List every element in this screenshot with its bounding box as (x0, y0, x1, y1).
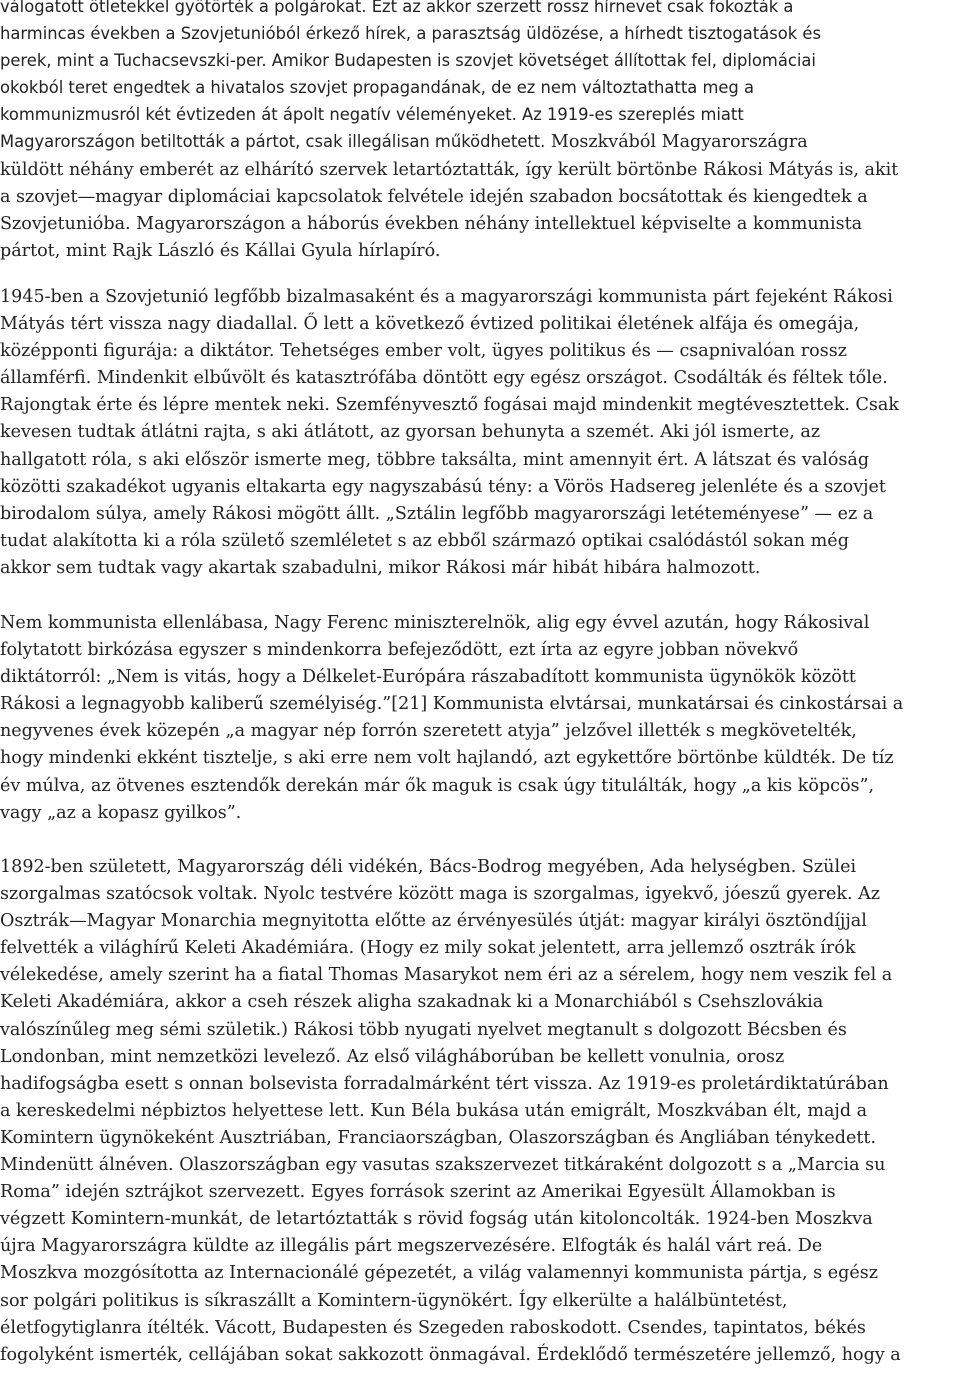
text-line (0, 554, 957, 581)
text-line (0, 1016, 957, 1043)
text-segment: tudat alakította ki a róla születő szemléletet s az ebből származó optikai csalódástól sokan még (0, 530, 849, 551)
text-segment: hadifogságba esett s onnan bolsevista forradalmárként tért vissza. Az 1919-es proletárdiktatúrában (0, 1073, 889, 1094)
text-segment: Osztrák—Magyar Monarchia megnyitotta előtte az érvényesülés útját: magyar királyi ösztöndíjjal (0, 911, 867, 932)
text-line (0, 210, 957, 237)
text-line (0, 364, 957, 391)
text-line (0, 1070, 957, 1097)
text-line (0, 1043, 957, 1070)
paragraph-2 (0, 283, 960, 581)
text-line (0, 74, 957, 101)
text-segment: Mindenütt álnéven. Olaszországban egy vasutas szakszervezet titkáraként dolgozott s a „Marcia su (0, 1155, 886, 1176)
text-segment: kevesen tudtak átlátni rajta, s aki átlátott, az gyorsan behunyta a szemét. Aki jól ismerte, az (0, 422, 821, 443)
text-segment: végzett Komintern-munkát, de letartóztatták s rövid fogság után kitoloncolták. 1924-ben Moszkva (0, 1209, 873, 1230)
text-segment: hallgatott róla, s aki először ismerte meg, többre taksálta, mint amennyit ért. A látszat és valóság (0, 449, 870, 470)
text-line (0, 961, 957, 988)
text-segment: Rajongtak érte és lépre mentek neki. Szemfényvesztő fogásai majd mindenkit megtévesztettek. Csak (0, 395, 900, 416)
text-line (0, 988, 957, 1015)
text-segment: valószínűleg meg sémi születik.) Rákosi több nyugati nyelvet megtanult s dolgozott Bécsben és (0, 1019, 847, 1040)
text-segment: Komintern ügynökeként Ausztriában, Franciaországban, Olaszországban és Angliában ténykedett. (0, 1127, 877, 1148)
text-line (0, 337, 957, 364)
text-line (0, 20, 957, 47)
text-segment: Moszkvából Magyarországra (545, 132, 808, 153)
text-line (0, 183, 957, 210)
paragraph-1 (0, 0, 960, 264)
text-segment: Nem kommunista ellenlábasa, Nagy Ferenc miniszterelnök, alig egy évvel azután, hogy Rákosival (0, 613, 870, 633)
text-segment: fogolyként ismerték, cellájában sokat sakkozott önmagával. Érdeklődő természetére jellemző, hogy a (0, 1344, 901, 1365)
text-line (0, 47, 957, 74)
text-segment: újra Magyarországra küldte az illegális párt megszervezésére. Elfogták és halál várt reá. De (0, 1236, 823, 1257)
text-segment: hogy mindenki ekként tisztelje, s aki erre nem volt hajlandó, azt egykettőre börtönbe küldték. De tíz (0, 748, 894, 769)
text-line (0, 690, 957, 717)
paragraph-4 (0, 853, 960, 1368)
text-line (0, 880, 957, 907)
text-line (0, 717, 957, 744)
text-line (0, 1232, 957, 1259)
text-line (0, 1259, 957, 1286)
text-segment: a kereskedelmi népbiztos helyettese lett. Kun Béla bukása után emigrált, Moszkvában élt, majd a (0, 1100, 868, 1121)
text-segment: kommunizmusról két évtizeden át ápolt negatív véleményeket. Az 1919-es szereplés miatt (0, 105, 744, 125)
text-segment: felvették a világhírű Keleti Akadémiára. (Hogy ez mily sokat jelentett, arra jellemző osztrák írók (0, 938, 856, 959)
text-segment: Szovjetunióba. Magyarországon a háborús években néhány intellektuel képviselte a kommunista (0, 213, 863, 234)
text-line (0, 446, 957, 473)
text-segment: perek, mint a Tuchacsevszki-per. Amikor Budapesten is szovjet követséget állítottak fel, diplomáciai (0, 51, 816, 71)
text-line (0, 310, 957, 337)
text-line (0, 527, 957, 554)
text-segment: államférfi. Mindenkit elbűvölt és katasztrófába döntött egy egész országot. Csodálták és féltek tőle. (0, 368, 888, 389)
text-line (0, 907, 957, 934)
text-segment: 1892-ben született, Magyarország déli vidékén, Bács-Bodrog megyében, Ada helységben. Szülei (0, 857, 857, 877)
text-line (0, 418, 957, 445)
text-line (0, 0, 957, 20)
text-segment: pártot, mint Rajk László és Kállai Gyula hírlapíró. (0, 240, 441, 261)
text-segment: életfogytiglanra ítélték. Vácott, Budapesten és Szegeden raboskodott. Csendes, tapintatos, békés (0, 1317, 866, 1338)
text-line (0, 636, 957, 663)
text-segment: akkor sem tudtak vagy akartak szabadulni, mikor Rákosi már hibát hibára halmozott. (0, 557, 761, 578)
text-line (0, 1151, 957, 1178)
text-segment: negyvenes évek közepén „a magyar nép forrón szeretett atyja” jelzővel illették s megkövetelték, (0, 721, 857, 742)
text-line (0, 237, 957, 264)
text-line (0, 500, 957, 527)
text-segment: folytatott birkózása egyszer s mindenkorra befejeződött, ezt írta az egyre jobban növekvő (0, 640, 799, 661)
text-segment: év múlva, az ötvenes esztendők derekán már ők maguk is csak úgy titulálták, hogy „a kis köpcös”, (0, 775, 875, 796)
text-line (0, 1124, 957, 1151)
text-line (0, 283, 957, 310)
text-line (0, 934, 957, 961)
text-line (0, 473, 957, 500)
text-segment: Mátyás tért vissza nagy diadallal. Ő lett a következő évtized politikai életének alfája és omegája, (0, 314, 860, 335)
text-line (0, 1097, 957, 1124)
text-line (0, 1314, 957, 1341)
paragraph-3 (0, 609, 960, 826)
text-segment: 1945-ben a Szovjetunió legfőbb bizalmasaként és a magyarországi kommunista párt fejeként Rákosi (0, 287, 893, 307)
text-segment: Roma” idején sztrájkot szervezett. Egyes források szerint az Amerikai Egyesült Államokban is (0, 1182, 836, 1203)
text-line (0, 1178, 957, 1205)
text-segment: okokból teret engedtek a hivatalos szovjet propagandának, de ez nem változtathatta meg a (0, 78, 755, 98)
text-segment: a szovjet—magyar diplomáciai kapcsolatok felvétele idején szabadon bocsátottak és kiengedtek a (0, 186, 868, 207)
text-segment: harmincas években a Szovjetunióból érkező hírek, a parasztság üldözése, a hírhedt tisztogatások és (0, 24, 821, 44)
text-segment: középponti figurája: a diktátor. Tehetséges ember volt, ügyes politikus és — csapnivalóan rossz (0, 341, 847, 362)
text-segment: küldött néhány emberét az elhárító szervek letartóztatták, így került börtönbe Rákosi Mátyás is, akit (0, 159, 899, 180)
text-segment: vélekedése, amely szerint ha a fiatal Thomas Masarykot nem éri az a sérelem, hogy nem veszik fel a (0, 965, 893, 986)
text-line (0, 1205, 957, 1232)
text-line (0, 853, 957, 880)
text-segment: diktátorról: „Nem is vitás, hogy a Délkelet-Európára rászabadított kommunista ügynökök között (0, 667, 856, 688)
text-segment: Magyarországon betiltották a pártot, csak illegálisan működhetett. (0, 132, 546, 152)
text-line (0, 744, 957, 771)
text-segment: közötti szakadékot ugyanis eltakarta egy nagyszabású tény: a Vörös Hadsereg jelenléte és a szovjet (0, 476, 886, 497)
text-line (0, 1341, 957, 1368)
text-segment: birodalom súlya, amely Rákosi mögött állt. „Sztálin legfőbb magyarországi letéteményese” — ez a (0, 503, 874, 524)
text-line (0, 1287, 957, 1314)
text-line (0, 663, 957, 690)
text-line (0, 156, 957, 183)
text-segment: vagy „az a kopasz gyilkos”. (0, 802, 242, 823)
text-line (0, 609, 957, 636)
text-line (0, 799, 957, 826)
text-line (0, 772, 957, 799)
text-segment: válogatott ötletekkel gyötörték a polgárokat. Ezt az akkor szerzett rossz hírnevet csak fokozták a (0, 0, 794, 16)
text-line (0, 101, 957, 128)
text-line (0, 391, 957, 418)
text-segment: Moszkva mozgósította az Internacionálé gépezetét, a világ valamennyi kommunista pártja, s egész (0, 1263, 878, 1284)
text-segment: sor polgári politikus is síkraszállt a Komintern-ügynökért. Így elkerülte a halálbüntetést, (0, 1290, 788, 1311)
text-segment: szorgalmas szatócsok voltak. Nyolc testvére között maga is szorgalmas, igyekvő, jóeszű gyerek. Az (0, 884, 881, 905)
text-segment: Londonban, mint nemzetközi levelező. Az első világháborúban be kellett vonulnia, orosz (0, 1046, 785, 1067)
text-segment: Rákosi a legnagyobb kaliberű személyiség.”[21] Kommunista elvtársai, munkatársai és cinkostársai a (0, 694, 904, 715)
text-segment: Keleti Akadémiára, akkor a cseh részek aligha szakadnak ki a Monarchiából s Csehszlovákia (0, 992, 824, 1013)
text-line (0, 128, 957, 155)
